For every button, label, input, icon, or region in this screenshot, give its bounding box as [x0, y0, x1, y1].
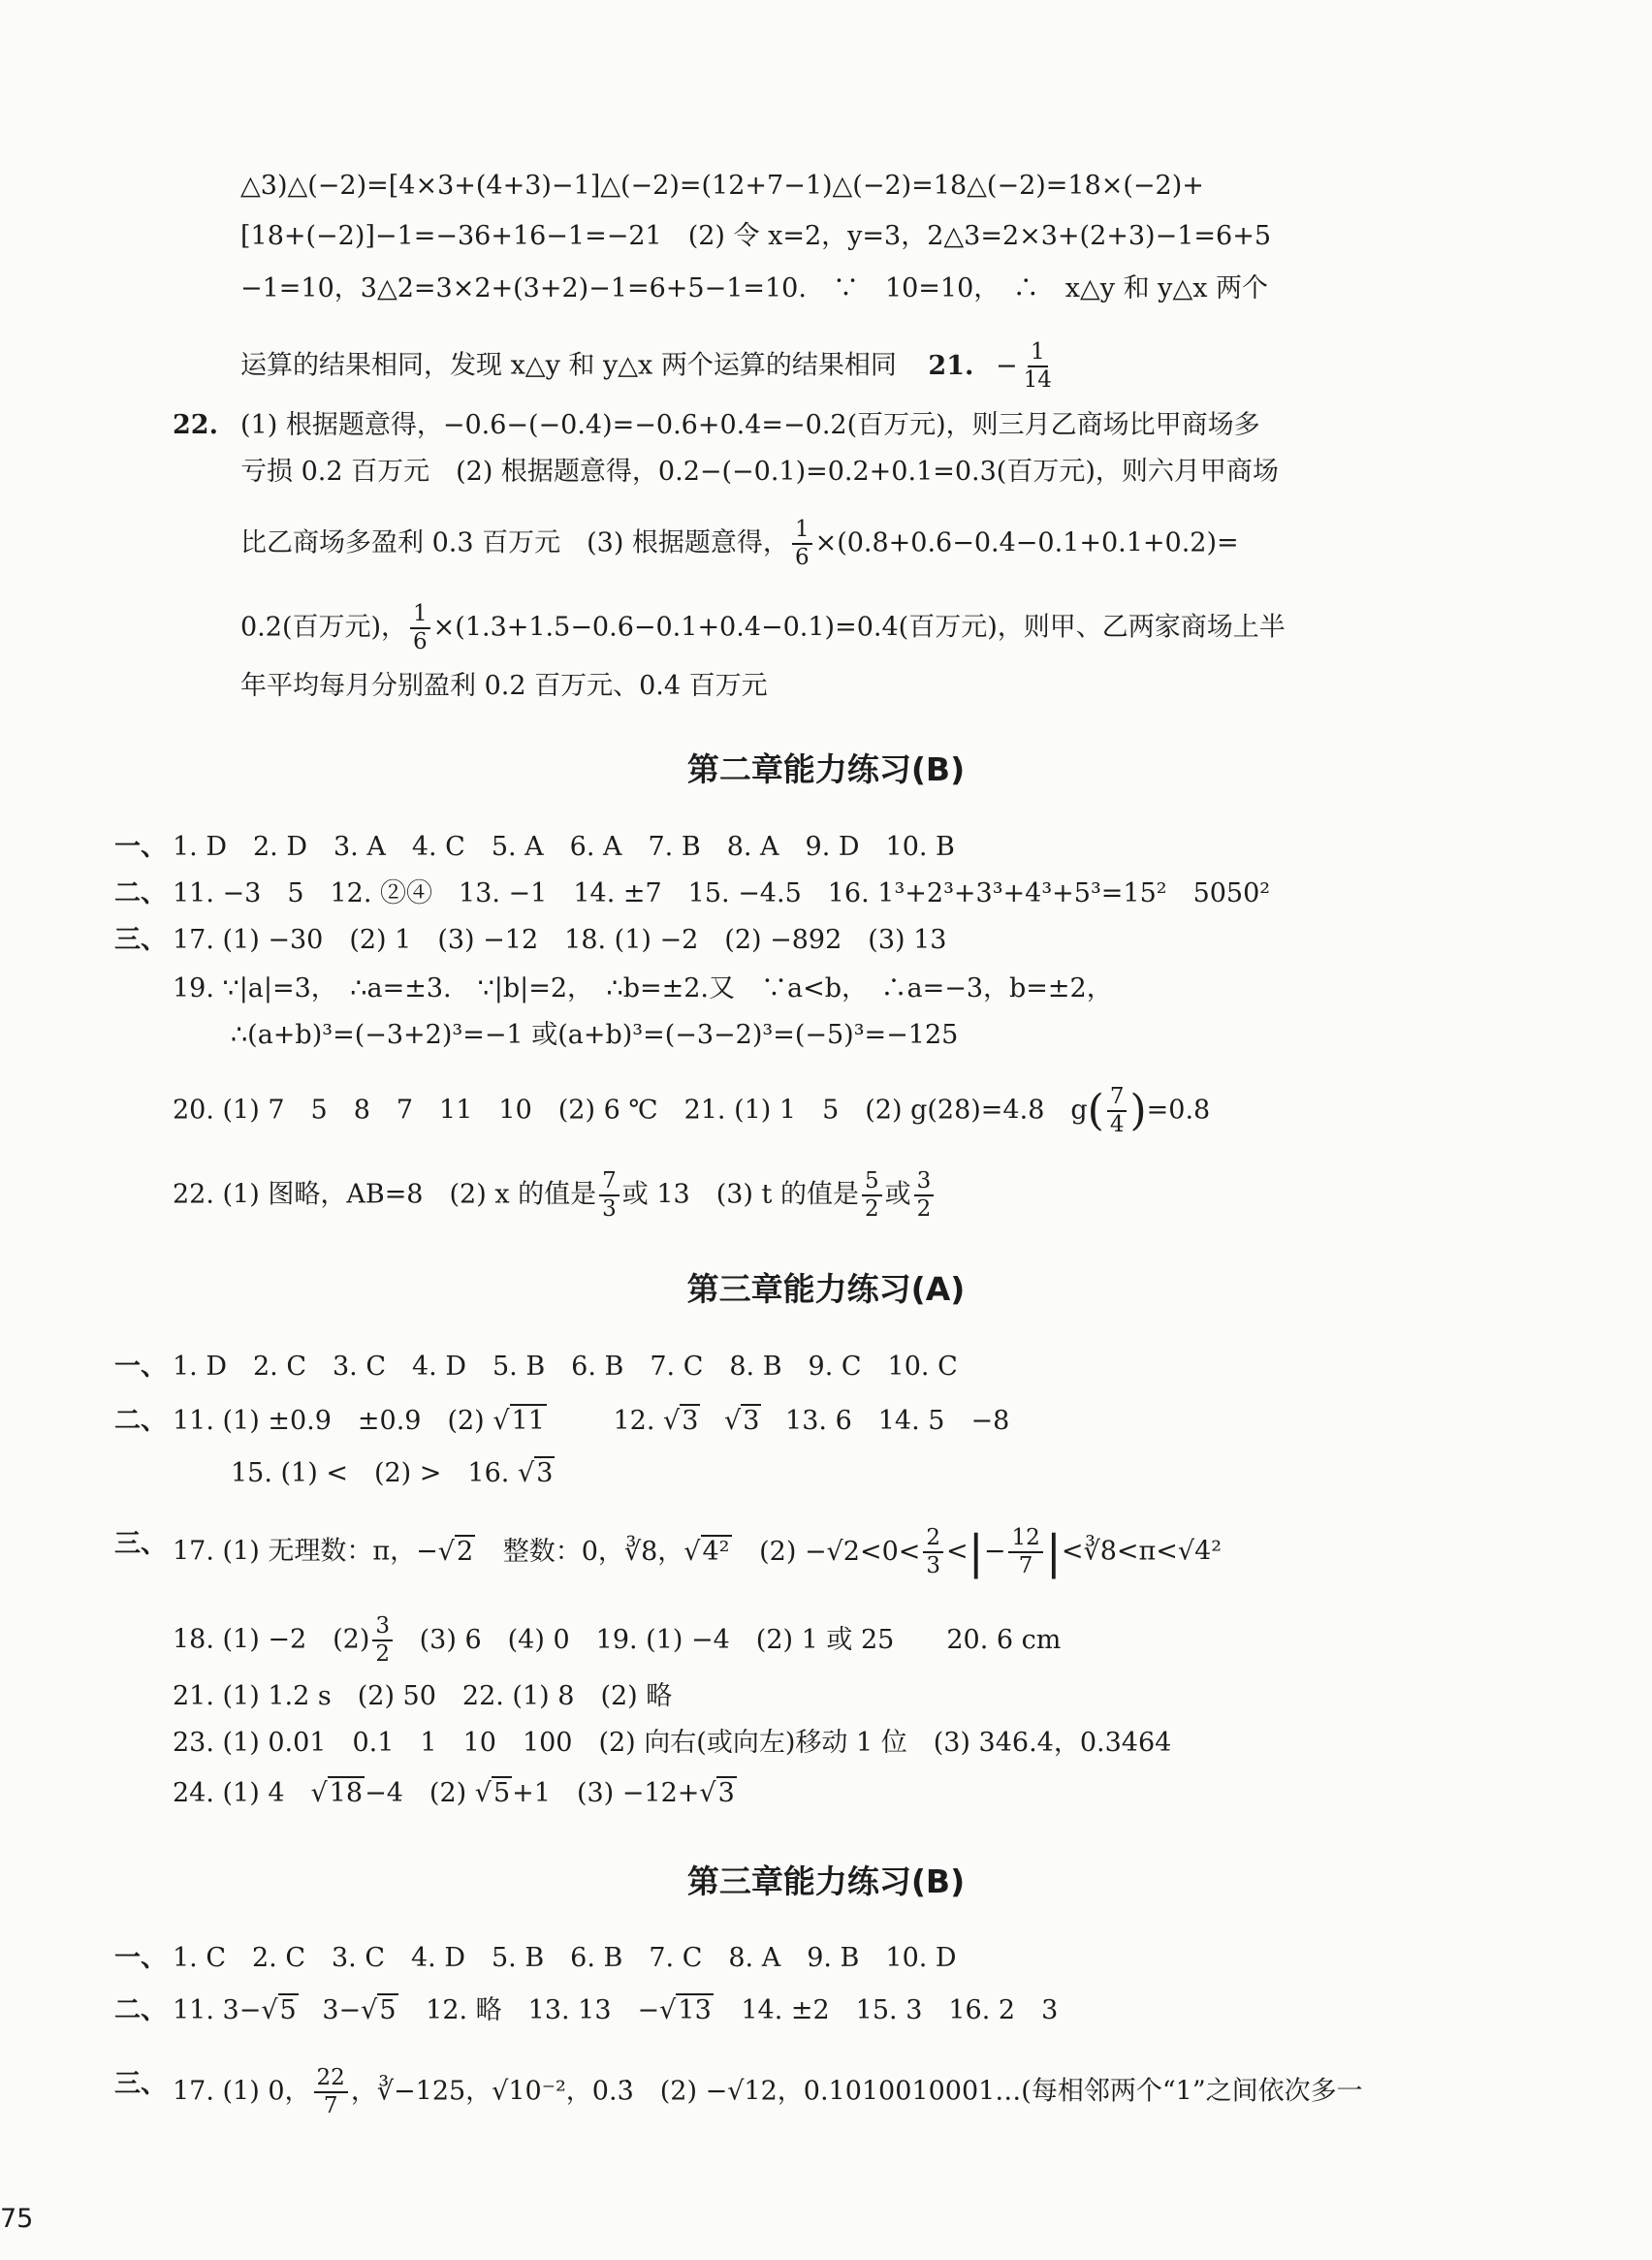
section-marker: 一、 — [114, 832, 167, 862]
answer-text: 22. (1) 图略，AB=8 (2) x 的值是 — [173, 1179, 597, 1210]
answer-text: (2) −√2<0< — [759, 1536, 921, 1567]
answer-line: (1) 根据题意得，−0.6−(−0.4)=−0.6+0.4=−0.2(百万元)，则三月乙商场比甲商场多 — [240, 410, 1260, 440]
square-root: √3 — [517, 1458, 554, 1488]
fraction-denominator: 2 — [916, 1196, 932, 1222]
answer-row: 23. (1) 0.01 0.1 1 10 100 (2) 向右(或向左)移动 1 位 (3) 346.4，0.3464 — [173, 1728, 1172, 1758]
answer-row — [173, 1774, 737, 1813]
radicand: 5 — [279, 1995, 297, 2025]
fraction — [1008, 1525, 1042, 1579]
square-root: √3 — [724, 1406, 760, 1436]
answer-text: 11. (1) ±0.9 ±0.9 (2) — [173, 1406, 485, 1436]
answer-text: <∛8<π<√4² — [1061, 1536, 1223, 1567]
fraction-numerator: 1 — [1028, 339, 1048, 367]
answer-text: 14. ±2 15. 3 16. 2 3 — [741, 1995, 1059, 2025]
fraction-denominator: 7 — [1018, 1553, 1033, 1578]
answer-row: 20. (1) 7 5 8 7 11 10 (2) 6 ℃ 21. (1) 1 5 (2) g(28)=4.8 g( $\frac{7}{4}$ )=0.8 — [173, 1084, 1211, 1137]
answer-row: ∴(a+b)³=(−3+2)³=−1 或(a+b)³=(−3−2)³=(−5)³=−125 — [231, 1020, 959, 1050]
fraction-numerator: 12 — [1008, 1525, 1042, 1553]
answer-row — [173, 1402, 1009, 1441]
fraction — [314, 2065, 348, 2119]
answer-line: [18+(−2)]−1=−36+16−1=−21 (2) 令 x=2，y=3，2△3=2×3+(2+3)−1=6+5 — [240, 221, 1271, 251]
answer-text: 0.2(百万元)， — [240, 612, 408, 643]
fraction — [599, 1168, 620, 1223]
radicand: 3 — [682, 1406, 699, 1436]
radicand: 3 — [717, 1778, 735, 1808]
section-marker: 二、 — [114, 878, 167, 908]
answer-line: 亏损 0.2 百万元 (2) 根据题意得，0.2−(−0.1)=0.2+0.1=0.3(百万元)，则六月甲商场 — [240, 457, 1279, 487]
answer-text: 20. (1) 7 5 8 7 11 10 (2) 6 ℃ 21. (1) 1 5 (2) g(28)=4.8 g — [173, 1095, 1088, 1126]
fraction-denominator: 6 — [413, 629, 428, 654]
answer-row — [231, 1454, 555, 1493]
answer-text: < — [946, 1536, 969, 1567]
square-root: √2 — [437, 1536, 474, 1567]
square-root: √5 — [261, 1995, 297, 2025]
fraction — [923, 1525, 943, 1579]
answer-row: 1. D 2. C 3. C 4. D 5. B 6. B 7. C 8. B 9. C 10. C — [173, 1352, 958, 1382]
radicand: 13 — [678, 1995, 712, 2025]
answer-text: 3− — [322, 1995, 362, 2025]
answer-text: 运算的结果相同，发现 x△y 和 y△x 两个运算的结果相同 — [240, 350, 897, 381]
answer-text: 或 13 (3) t 的值是 — [621, 1179, 859, 1210]
answer-text: − — [996, 350, 1018, 381]
section-marker: 一、 — [114, 1352, 167, 1382]
fraction-denominator: 6 — [794, 545, 810, 570]
fraction-numerator: 7 — [599, 1168, 620, 1196]
square-root: √5 — [361, 1995, 397, 2025]
section-marker: 二、 — [114, 1995, 167, 2025]
radicand: 11 — [511, 1406, 545, 1436]
square-root: √11 — [492, 1406, 545, 1436]
answer-row: 21. (1) 1.2 s (2) 50 22. (1) 8 (2) 略 — [173, 1681, 673, 1711]
question-number: 21. — [928, 350, 974, 381]
square-root: √13 — [659, 1995, 712, 2025]
fraction-denominator: 2 — [864, 1196, 879, 1222]
fraction-denominator: 3 — [602, 1196, 617, 1222]
answer-text: ×(1.3+1.5−0.6−0.1+0.4−0.1)=0.4(百万元)，则甲、乙两家商场上半 — [432, 612, 1286, 643]
answer-line: △3)△(−2)=[4×3+(4+3)−1]△(−2)=(12+7−1)△(−2)=18△(−2)=18×(−2)+ — [240, 171, 1204, 201]
section-heading: 第三章能力练习(A) — [686, 1270, 966, 1308]
answer-row — [173, 1613, 1061, 1668]
section-marker: 三、 — [114, 1529, 167, 1559]
answer-text: 24. (1) 4 — [173, 1778, 311, 1808]
radicand: 3 — [743, 1406, 760, 1436]
section-heading: 第三章能力练习(B) — [686, 1862, 966, 1900]
answer-line — [240, 601, 1286, 655]
answer-text: 13. 6 14. 5 −8 — [785, 1406, 1010, 1436]
fraction — [862, 1168, 882, 1223]
answer-row: 17. (1) −30 (2) 1 (3) −12 18. (1) −2 (2) −892 (3) 13 — [173, 925, 947, 955]
answer-text: 17. (1) 无理数：π，− — [173, 1536, 438, 1567]
fraction-numerator: 1 — [410, 601, 430, 629]
fraction-numerator: 7 — [1107, 1084, 1128, 1112]
radicand: 18 — [329, 1778, 364, 1808]
answer-text: ，∛−125，√10⁻²，0.3̇ (2) −√12，0.1010010001…(每相邻两个“1”之间依次多一 — [350, 2076, 1363, 2107]
radicand: 5 — [492, 1778, 511, 1808]
section-heading: 第二章能力练习(B) — [686, 750, 966, 788]
answer-line — [240, 339, 1058, 394]
answer-text: 18. (1) −2 (2) — [173, 1624, 370, 1655]
answer-text: 11. 3− — [173, 1995, 262, 2025]
answer-text: ×(0.8+0.6−0.4−0.1+0.1+0.2)= — [814, 527, 1239, 558]
square-root: √3 — [699, 1778, 735, 1808]
answer-text: 12. 略 13. 13 − — [426, 1995, 660, 2025]
fraction — [1107, 1084, 1128, 1138]
section-marker: 三、 — [114, 925, 167, 955]
fraction — [410, 601, 430, 655]
answer-text: 17. (1) 0， — [173, 2076, 311, 2107]
radicand: 4² — [702, 1536, 730, 1567]
page-number: 75 — [0, 2204, 34, 2234]
question-number: 22. — [173, 410, 218, 440]
fraction — [372, 1613, 393, 1668]
answer-text: =0.8 — [1146, 1095, 1211, 1126]
answer-row — [173, 2065, 1363, 2119]
question-number: 12. — [613, 1406, 655, 1436]
answer-row: 17. (1) 无理数：π，−√2 整数：0，∛8，√4² (2) −√2<0< $\frac{2}{3}$ <|− $\frac{12}{7}$ |<∛8<π<√4² — [173, 1525, 1223, 1579]
fraction-denominator: 14 — [1023, 367, 1052, 393]
fraction-numerator: 2 — [923, 1525, 943, 1553]
fraction-denominator: 2 — [375, 1641, 391, 1667]
square-root: √4² — [683, 1536, 730, 1567]
answer-text: 15. (1) < (2) > 16. — [231, 1458, 510, 1488]
answer-line — [240, 517, 1239, 571]
fraction-numerator: 5 — [862, 1168, 882, 1196]
answer-line: −1=10，3△2=3×2+(3+2)−1=6+5−1=10. ∵ 10=10， ∴ x△y 和 y△x 两个 — [240, 273, 1269, 303]
fraction — [1021, 339, 1055, 394]
section-marker: 二、 — [114, 1406, 167, 1436]
radicand: 3 — [536, 1458, 554, 1488]
answer-line: 年平均每月分别盈利 0.2 百万元、0.4 百万元 — [240, 671, 768, 701]
section-marker: 三、 — [114, 2069, 167, 2099]
square-root: √5 — [474, 1778, 511, 1808]
fraction-denominator: 3 — [926, 1553, 941, 1578]
fraction-denominator: 4 — [1109, 1112, 1125, 1137]
section-marker: 一、 — [114, 1943, 167, 1973]
answer-text: 或 — [884, 1179, 911, 1210]
fraction-numerator: 22 — [314, 2065, 348, 2093]
answer-text: (3) 6 (4) 0 19. (1) −4 (2) 1 或 25 20. 6 cm — [419, 1624, 1062, 1655]
fraction-numerator: 3 — [372, 1613, 393, 1641]
radicand: 5 — [379, 1995, 397, 2025]
fraction-numerator: 1 — [792, 517, 812, 545]
fraction-denominator: 7 — [323, 2093, 338, 2118]
fraction — [792, 517, 812, 571]
answer-text: 整数：0，∛8， — [502, 1536, 684, 1567]
fraction-numerator: 3 — [914, 1168, 935, 1196]
answer-row — [173, 1168, 937, 1223]
answer-text: +1 (3) −12+ — [512, 1778, 700, 1808]
answer-row — [173, 1991, 1058, 2030]
answer-text: 比乙商场多盈利 0.3 百万元 (3) 根据题意得， — [240, 527, 789, 558]
answer-row: 19. ∵|a|=3， ∴a=±3. ∵|b|=2， ∴b=±2.又 ∵a<b， ∴a=−3，b=±2， — [173, 973, 1113, 1003]
square-root: √3 — [663, 1406, 699, 1436]
fraction — [914, 1168, 935, 1223]
radicand: 2 — [456, 1536, 474, 1567]
answer-row: 11. −3 5 12. ②④ 13. −1 14. ±7 15. −4.5 16. 1³+2³+3³+4³+5³=15² 5050² — [173, 878, 1271, 908]
answer-text: −4 (2) — [365, 1778, 467, 1808]
answer-row: 1. C 2. C 3. C 4. D 5. B 6. B 7. C 8. A 9. B 10. D — [173, 1943, 957, 1973]
square-root: √18 — [310, 1778, 364, 1808]
answer-row: 1. D 2. D 3. A 4. C 5. A 6. A 7. B 8. A 9. D 10. B — [173, 832, 955, 862]
